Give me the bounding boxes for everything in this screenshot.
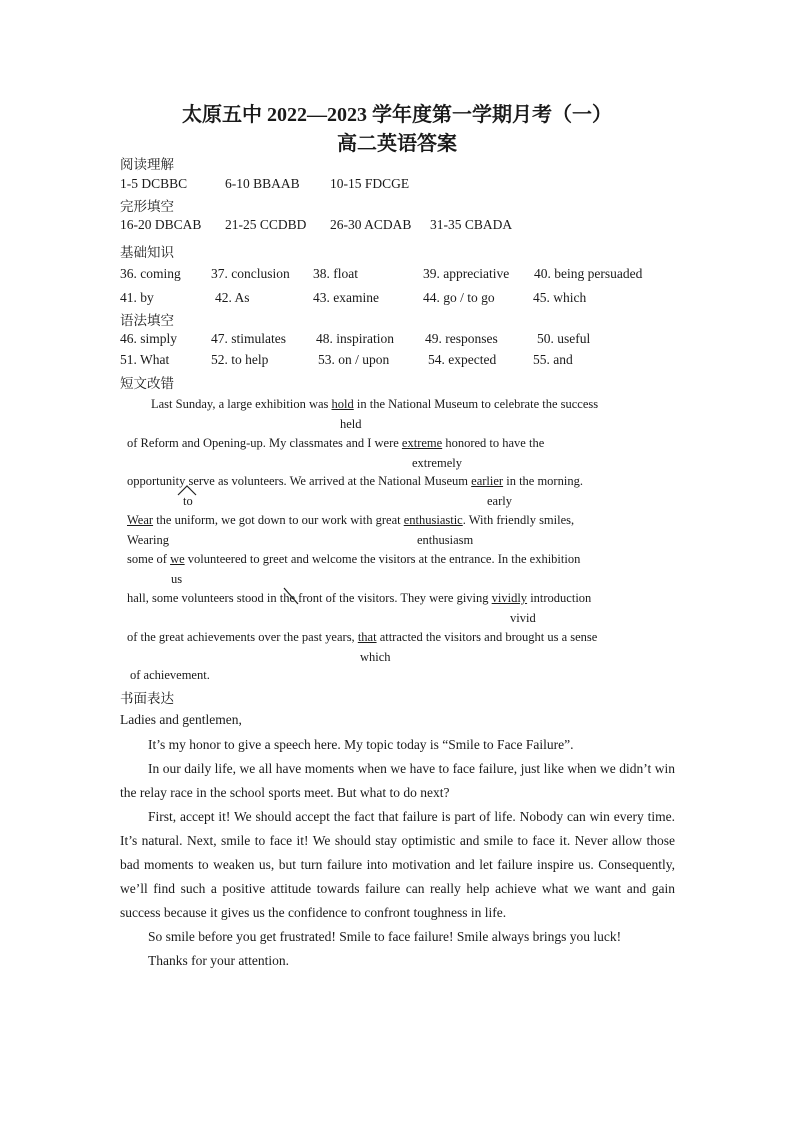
basic-answer: 44. go / to go bbox=[423, 290, 495, 305]
correction-fix: which bbox=[360, 650, 391, 664]
cloze-answer: 16-20 DBCAB bbox=[120, 217, 202, 232]
correction-line-3: opportunity serve as volunteers. We arrived at the National Museum earlier in the morning. bbox=[127, 474, 583, 488]
grammar-answer: 46. simply bbox=[120, 331, 178, 346]
speech-paragraph: In our daily life, we all have moments when we have to face failure, just like when we didn’t win the relay race in the school sports meet. But what to do next? bbox=[120, 761, 675, 800]
speech-body bbox=[120, 733, 675, 973]
basic-answer: 36. coming bbox=[120, 266, 181, 281]
error-word: vividly bbox=[491, 591, 528, 605]
correction-fix: held bbox=[340, 417, 362, 431]
speech-paragraph: It’s my honor to give a speech here. My topic today is “Smile to Face Failure”. bbox=[148, 737, 574, 752]
correction-fix: Wearing bbox=[127, 533, 170, 547]
speech-paragraph: First, accept it! We should accept the fact that failure is part of life. Nobody can win every time. It’s natural. Next, smile to face it! We should stay optimistic and smile to face it. Never allow those bad moments to weaken us, but turn failure into motivation and let failure inspire us. Consequently, we’ll find such a positive attitude towards failure can really help achieve what we want and gain success because it gives us the confidence to confront toughness in life. bbox=[120, 809, 675, 920]
reading-answer: 6-10 BBAAB bbox=[225, 176, 300, 191]
section-heading-cloze: 完形填空 bbox=[120, 199, 174, 214]
correction-fix: us bbox=[171, 572, 183, 586]
basic-answer: 45. which bbox=[533, 290, 587, 305]
correction-line-5: some of we volunteered to greet and welcome the visitors at the entrance. In the exhibition bbox=[127, 552, 581, 566]
correction-line-6: hall, some volunteers stood in the front of the visitors. They were giving vividly introduction bbox=[127, 591, 592, 605]
error-word: Wear bbox=[127, 513, 154, 527]
page-title: 太原五中 2022—2023 学年度第一学期月考（一） bbox=[182, 104, 612, 126]
correction-fix: vivid bbox=[510, 611, 536, 625]
speech-paragraph: So smile before you get frustrated! Smile to face failure! Smile always brings you luck! bbox=[148, 929, 622, 944]
error-word: we bbox=[170, 552, 185, 566]
basic-answer: 43. examine bbox=[313, 290, 379, 305]
error-word: that bbox=[357, 630, 377, 644]
reading-answer: 10-15 FDCGE bbox=[330, 176, 410, 191]
grammar-answer: 51. What bbox=[120, 352, 170, 367]
delete-mark-icon bbox=[282, 586, 300, 606]
page-subtitle: 高二英语答案 bbox=[337, 133, 457, 155]
correction-fix: to bbox=[183, 494, 193, 508]
error-word: enthusiastic bbox=[403, 513, 463, 527]
grammar-answer: 48. inspiration bbox=[316, 331, 394, 346]
basic-answer: 40. being persuaded bbox=[534, 266, 643, 281]
correction-fix: early bbox=[487, 494, 512, 508]
section-heading-writing: 书面表达 bbox=[120, 691, 174, 706]
section-heading-reading: 阅读理解 bbox=[120, 157, 174, 172]
grammar-answer: 47. stimulates bbox=[211, 331, 286, 346]
grammar-answer: 50. useful bbox=[537, 331, 591, 346]
basic-answer: 39. appreciative bbox=[423, 266, 510, 281]
grammar-answer: 53. on / upon bbox=[318, 352, 390, 367]
section-heading-grammar: 语法填空 bbox=[120, 313, 174, 328]
correction-line-7: of the great achievements over the past years, that attracted the visitors and brought us a sense bbox=[127, 630, 598, 644]
section-heading-basic: 基础知识 bbox=[120, 245, 174, 260]
basic-answer: 41. by bbox=[120, 290, 154, 305]
correction-line-2: of Reform and Opening-up. My classmates and I were extreme honored to have the bbox=[127, 436, 545, 450]
grammar-answer: 49. responses bbox=[425, 331, 498, 346]
cloze-answer: 31-35 CBADA bbox=[430, 217, 513, 232]
error-word: hold bbox=[331, 397, 354, 411]
basic-answer: 37. conclusion bbox=[211, 266, 290, 281]
correction-fix: extremely bbox=[412, 456, 462, 470]
basic-answer: 42. As bbox=[215, 290, 250, 305]
speech-paragraph: Thanks for your attention. bbox=[148, 953, 289, 968]
correction-line-4: Wear the uniform, we got down to our work with great enthusiastic. With friendly smiles, bbox=[127, 513, 575, 527]
grammar-answer: 52. to help bbox=[211, 352, 269, 367]
correction-fix: enthusiasm bbox=[417, 533, 474, 547]
reading-answer: 1-5 DCBBC bbox=[120, 176, 188, 191]
basic-answer: 38. float bbox=[313, 266, 358, 281]
section-heading-correction: 短文改错 bbox=[120, 376, 174, 391]
speech-greeting: Ladies and gentlemen, bbox=[120, 712, 242, 727]
error-word: extreme bbox=[401, 436, 443, 450]
correction-line-8: of achievement. bbox=[130, 668, 210, 682]
error-word: earlier bbox=[471, 474, 504, 488]
grammar-answer: 54. expected bbox=[428, 352, 497, 367]
cloze-answer: 26-30 ACDAB bbox=[330, 217, 412, 232]
cloze-answer: 21-25 CCDBD bbox=[225, 217, 307, 232]
grammar-answer: 55. and bbox=[533, 352, 573, 367]
correction-line-1: Last Sunday, a large exhibition was hold in the National Museum to celebrate the success bbox=[151, 397, 599, 411]
